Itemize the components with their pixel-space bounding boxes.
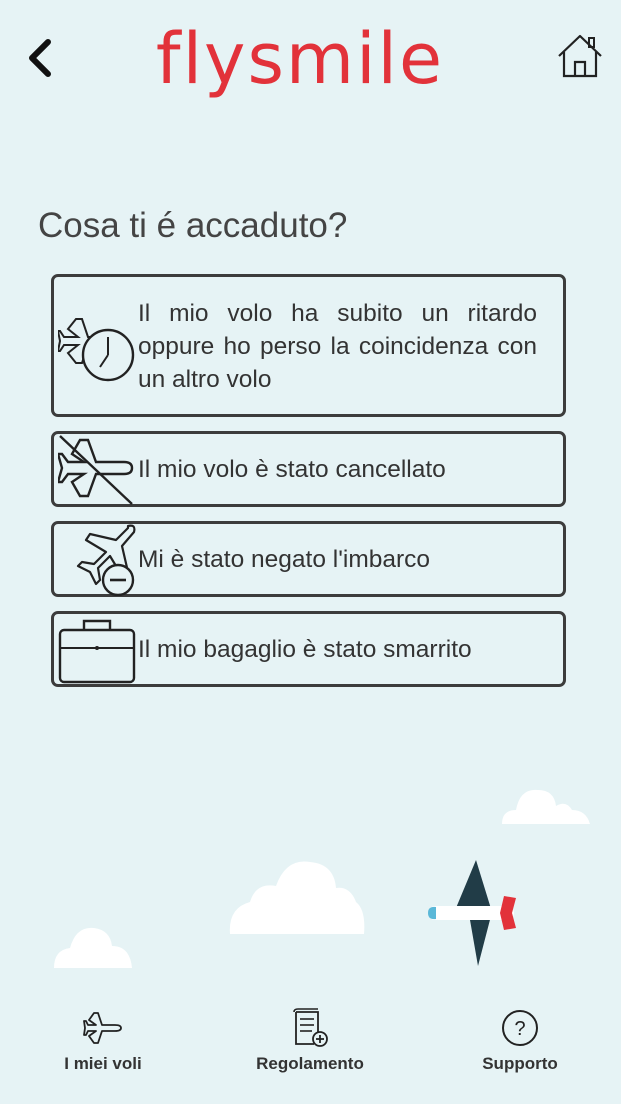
option-label: Mi è stato negato l'imbarco	[138, 546, 431, 573]
nav-label: Regolamento	[256, 1054, 364, 1073]
option-label: Il mio volo è stato cancellato	[138, 456, 446, 483]
option-label: Il mio volo ha subito un ritardo oppure ho perso la coincidenza con un altro volo	[138, 300, 537, 393]
option-flight-cancelled[interactable]	[51, 431, 566, 507]
plane-minus-icon	[58, 524, 138, 596]
cloud	[230, 862, 365, 935]
bottom-navigation	[0, 1000, 621, 1104]
cloud	[502, 790, 590, 824]
question-circle-icon	[500, 1008, 540, 1048]
plane-crossed-icon	[58, 434, 136, 506]
nav-label: I miei voli	[64, 1054, 142, 1073]
option-lost-luggage[interactable]	[51, 611, 566, 687]
airplane-illustration	[428, 860, 516, 966]
document-add-icon	[290, 1008, 330, 1048]
svg-text:?: ?	[514, 1018, 526, 1040]
nav-support[interactable]	[440, 1008, 600, 1074]
chevron-left-icon[interactable]	[22, 36, 58, 80]
option-flight-delay[interactable]	[51, 274, 566, 417]
option-label: Il mio bagaglio è stato smarrito	[138, 636, 472, 663]
nav-rules[interactable]	[230, 1008, 390, 1074]
plane-icon	[83, 1008, 123, 1048]
nav-label: Supporto	[482, 1054, 558, 1073]
page-title: Cosa ti é accaduto?	[38, 206, 348, 245]
clouds-airplane-illustration	[0, 770, 621, 990]
suitcase-icon	[58, 618, 136, 686]
plane-clock-icon	[58, 311, 136, 387]
app-logo: flysmile	[155, 18, 445, 100]
option-denied-boarding[interactable]	[51, 521, 566, 597]
nav-my-flights[interactable]	[23, 1008, 183, 1074]
cloud	[54, 928, 132, 968]
home-icon[interactable]	[556, 32, 604, 80]
header	[0, 0, 621, 130]
